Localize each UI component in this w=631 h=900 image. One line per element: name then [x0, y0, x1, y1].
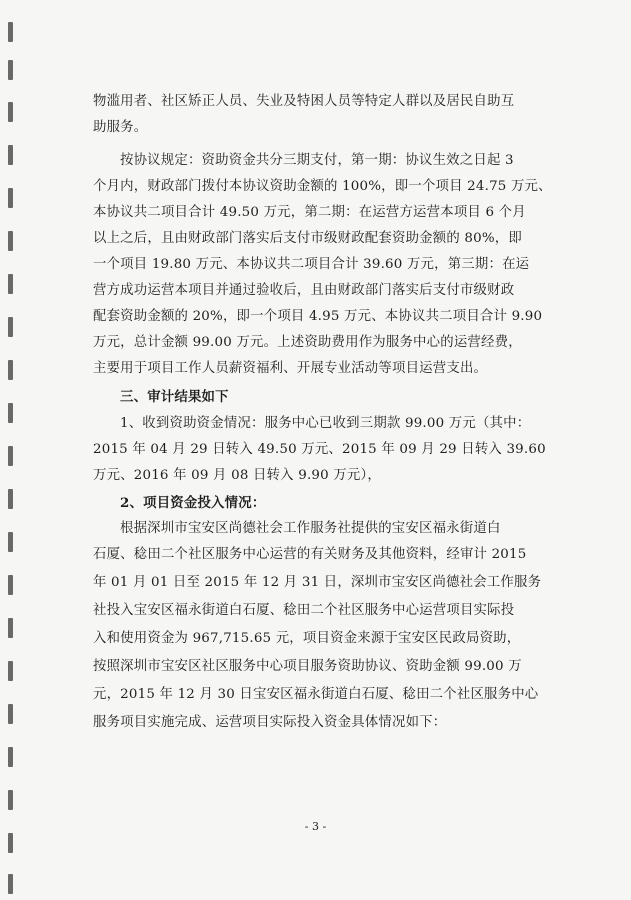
binding-mark: [8, 60, 13, 80]
page-number: - 3 -: [304, 820, 327, 833]
binding-mark: [8, 747, 13, 767]
binding-mark: [8, 874, 13, 894]
binding-mark: [8, 446, 13, 466]
body-text-line: 按协议规定：资助资金共分三期支付，第一期：协议生效之日起 3: [120, 153, 514, 168]
binding-mark: [8, 489, 13, 509]
binding-mark: [8, 704, 13, 724]
binding-mark: [8, 145, 13, 165]
body-text-line: 2015 年 04 月 29 日转入 49.50 万元、2015 年 09 月 29 日转入 39.60: [93, 442, 546, 457]
binding-holes: [0, 0, 22, 900]
subsection-heading: 2、项目资金投入情况：: [120, 495, 266, 511]
binding-mark: [8, 790, 13, 810]
binding-mark: [8, 532, 13, 552]
body-text-line: 按照深圳市宝安区社区服务中心项目服务资助协议、资助金额 99.00 万: [93, 659, 522, 674]
body-text-line: 助服务。: [93, 120, 148, 135]
binding-mark: [8, 231, 13, 251]
body-text-line: 营方成功运营本项目并通过验收后，且由财政部门落实后支付市级财政: [93, 283, 515, 298]
body-text-line: 主要用于项目工作人员薪资福利、开展专业活动等项目运营支出。: [93, 361, 488, 376]
body-text-line: 本协议共二项目合计 49.50 万元，第二期：在运营方运营本项目 6 个月: [93, 205, 526, 220]
body-text-line: 社投入宝安区福永街道白石厦、稔田二个社区服务中心运营项目实际投: [93, 603, 515, 618]
body-text-line: 配套资助金额的 20%，即一个项目 4.95 万元、本协议共二项目合计 9.90: [93, 309, 543, 324]
binding-mark: [8, 188, 13, 208]
binding-mark: [8, 274, 13, 294]
binding-mark: [8, 618, 13, 638]
body-text-line: 以上之后，且由财政部门落实后支付市级财政配套资助金额的 80%，即: [93, 231, 522, 246]
body-text-line: 石厦、稔田二个社区服务中心运营的有关财务及其他资料，经审计 2015: [93, 547, 527, 562]
binding-mark: [8, 833, 13, 853]
body-text-line: 万元，总计金额 99.00 万元。上述资助费用作为服务中心的运营经费，: [93, 335, 522, 350]
binding-mark: [8, 403, 13, 423]
section-heading: 三、审计结果如下: [120, 389, 229, 405]
binding-mark: [8, 575, 13, 595]
binding-mark: [8, 317, 13, 337]
binding-mark: [8, 360, 13, 380]
body-text-line: 个月内，财政部门拨付本协议资助金额的 100%，即一个项目 24.75 万元、: [93, 179, 552, 194]
body-text-line: 一个项目 19.80 万元、本协议共二项目合计 39.60 万元，第三期：在运: [93, 257, 530, 272]
body-text-line: 万元、2016 年 09 月 08 日转入 9.90 万元），: [93, 468, 381, 483]
body-text-line: 1、收到资助资金情况：服务中心已收到三期款 99.00 万元（其中：: [120, 416, 531, 431]
binding-mark: [8, 102, 13, 122]
binding-mark: [8, 661, 13, 681]
body-text-line: 入和使用资金为 967,715.65 元，项目资金来源于宝安区民政局资助，: [93, 631, 521, 646]
body-text-line: 物滥用者、社区矫正人员、失业及特困人员等特定人群以及居民自助互: [93, 94, 515, 109]
binding-mark: [8, 22, 13, 42]
body-text-line: 元，2015 年 12 月 30 日宝安区福永街道白石厦、稔田二个社区服务中心: [93, 687, 539, 702]
body-text-line: 根据深圳市宝安区尚德社会工作服务社提供的宝安区福永街道白: [120, 521, 501, 536]
body-text-line: 年 01 月 01 日至 2015 年 12 月 31 日，深圳市宝安区尚德社会工作服务: [93, 575, 542, 590]
body-text-line: 服务项目实施完成、运营项目实际投入资金具体情况如下：: [93, 715, 447, 730]
